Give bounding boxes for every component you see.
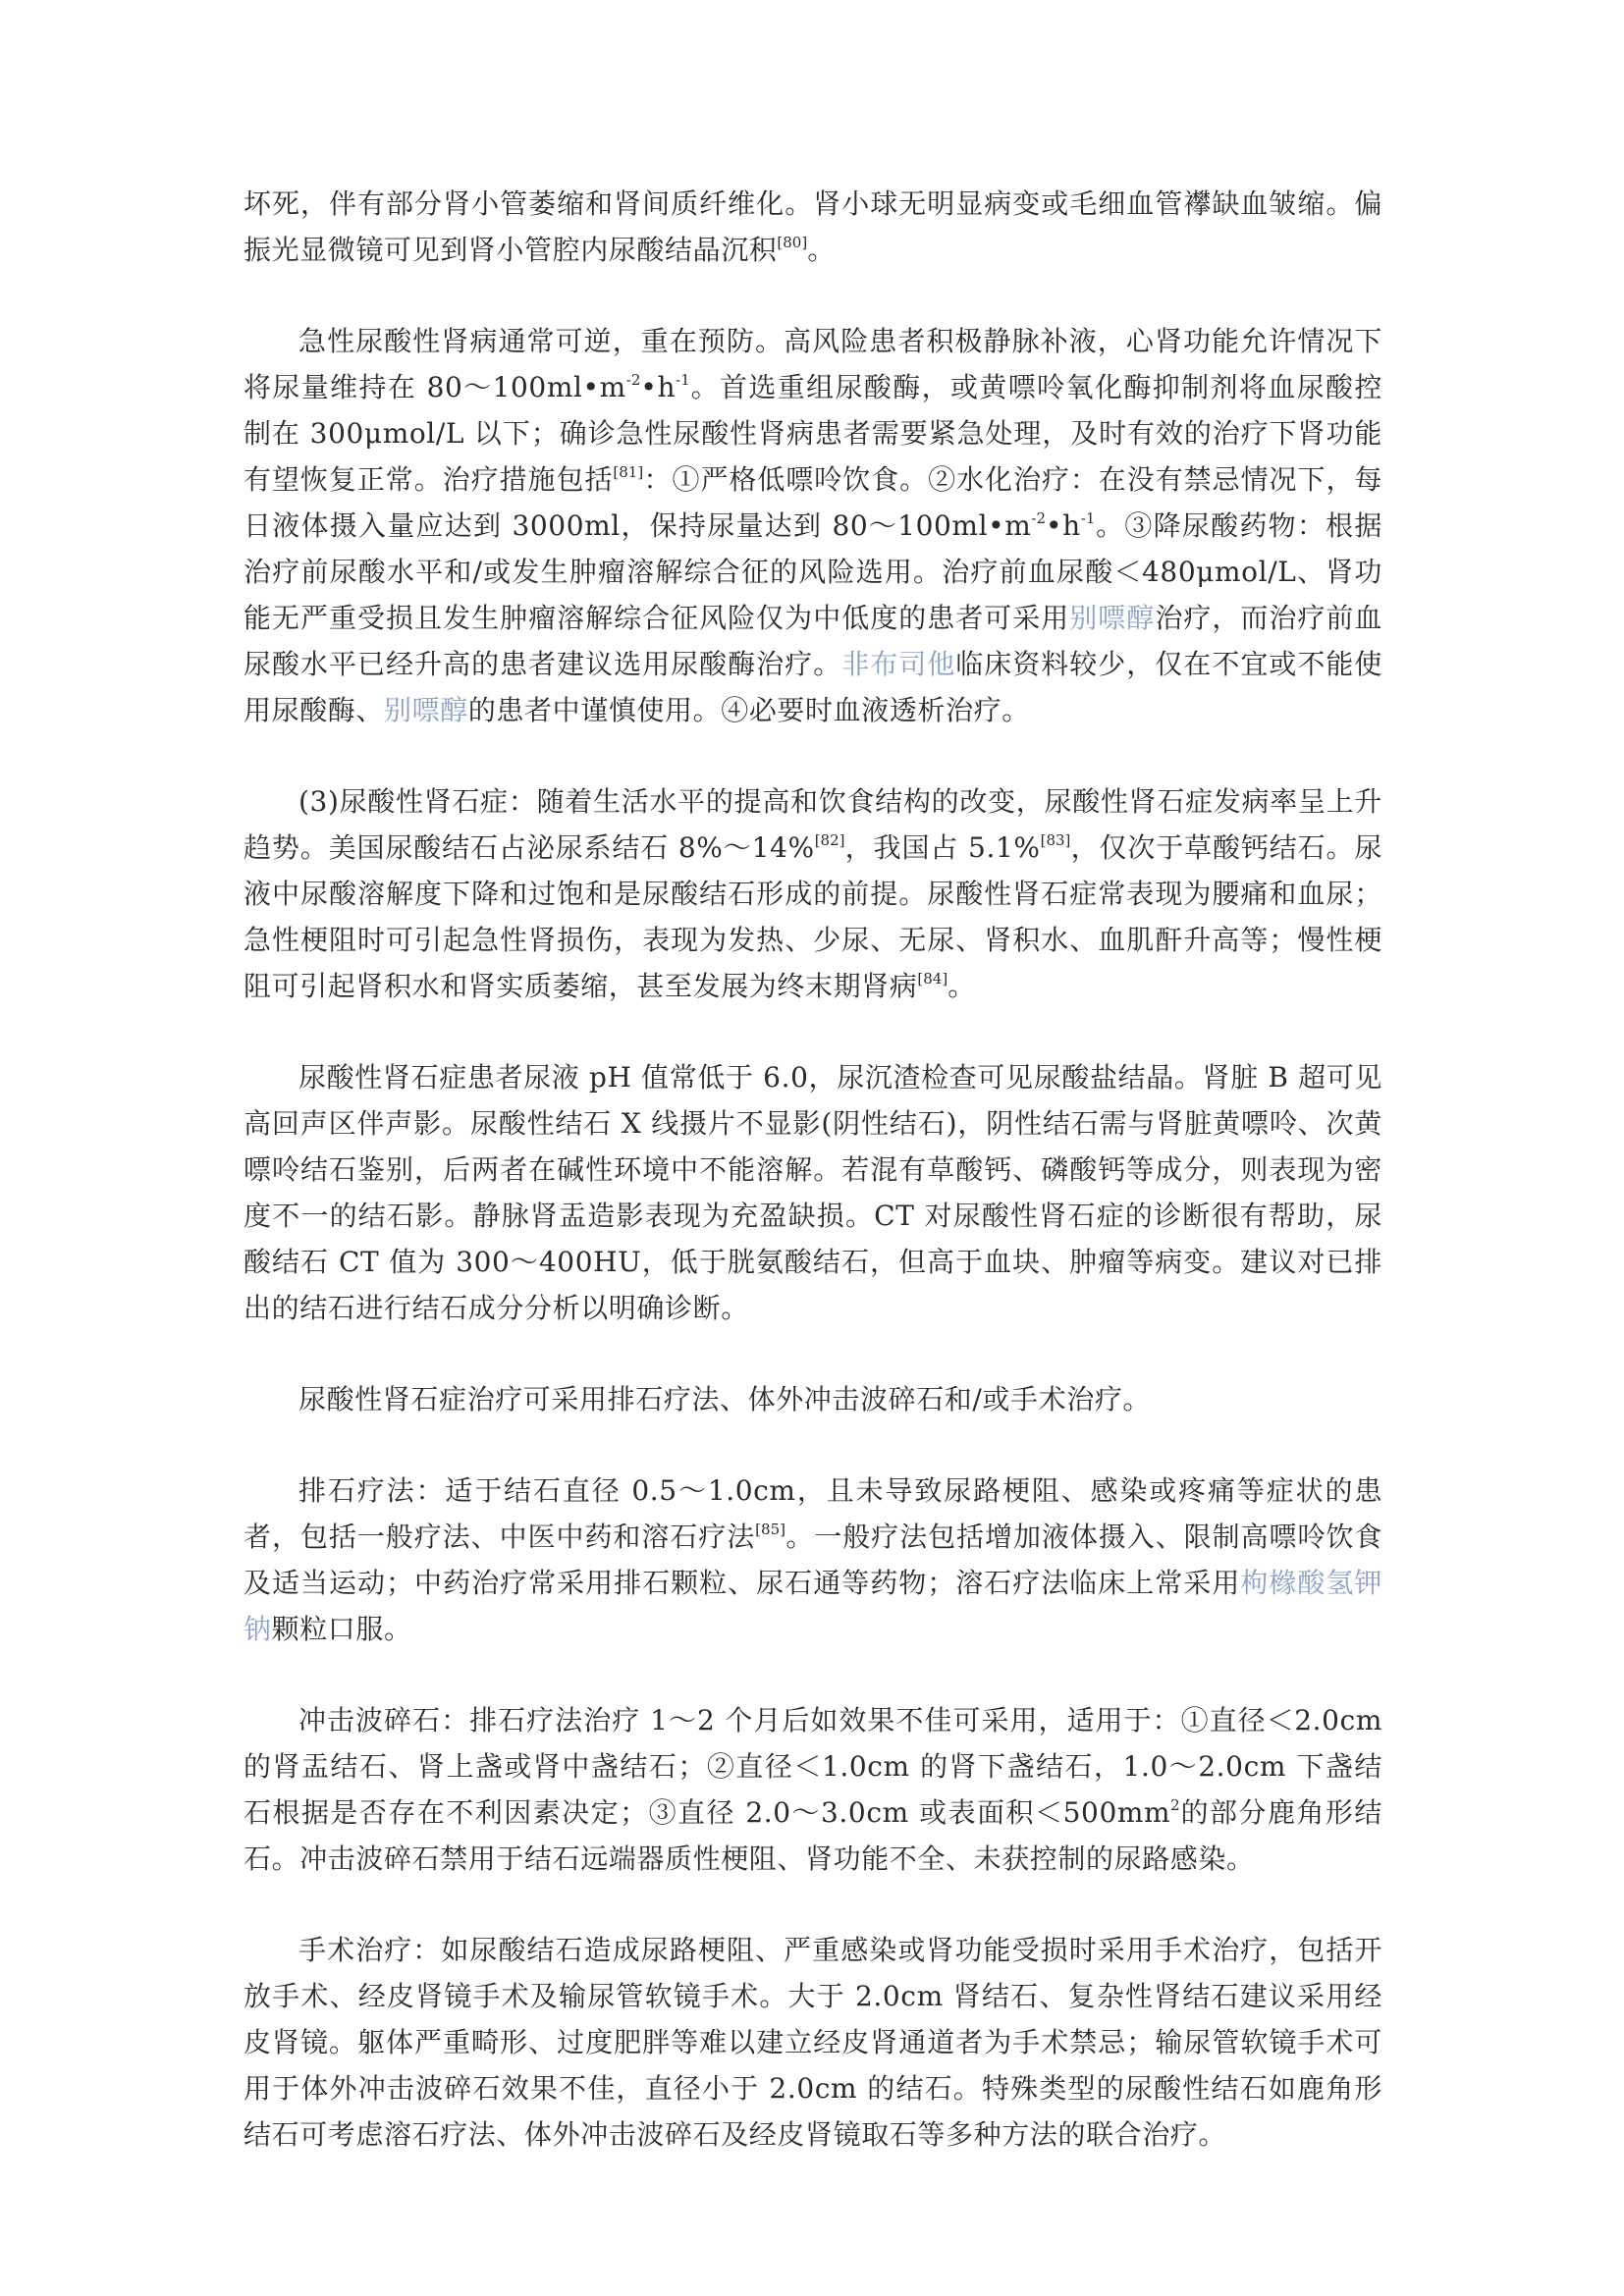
paragraph-text: 的部分鹿角形结石。冲击波碎石禁用于结石远端器质性梗阻、肾功能不全、未获控制的尿路感染。: [244, 1796, 1382, 1875]
paragraph-text: 。一般疗法包括增加液体摄入、限制高嘌呤饮食及适当运动；中药治疗常采用排石颗粒、尿石通等药物；溶石疗法临床上常采用: [244, 1521, 1382, 1599]
document-page: [244, 181, 1382, 2203]
citation-superscript: -2: [1031, 509, 1047, 527]
paragraph-text: 尿酸性肾石症患者尿液 pH 值常低于 6.0，尿沉渣检查可见尿酸盐结晶。肾脏 B 超可见高回声区伴声影。尿酸性结石 X 线摄片不显影(阴性结石)，阴性结石需与肾脏黄嘌呤、次黄嘌呤结石鉴别，后两者在碱性环境中不能溶解。若混有草酸钙、磷酸钙等成分，则表现为密度不一的结石影。静脉肾盂造影表现为充盈缺损。CT 对尿酸性肾石症的诊断很有帮助，尿酸结石 CT 值为 300～400HU，低于胱氨酸结石，但高于血块、肿瘤等病变。建议对已排出的结石进行结石成分分析以明确诊断。: [244, 1061, 1382, 1324]
citation-superscript: 2: [1170, 1796, 1180, 1814]
paragraph-text: 的患者中谨慎使用。④必要时血液透析治疗。: [467, 694, 1030, 726]
paragraph-text: 排石疗法：适于结石直径 0.5～1.0cm，且未导致尿路梗阻、感染或疼痛等症状的患者，包括一般疗法、中医中药和溶石疗法: [244, 1474, 1382, 1553]
paragraph-text: 。: [807, 234, 836, 266]
paragraph-text: ，仅次于草酸钙结石。尿液中尿酸溶解度下降和过饱和是尿酸结石形成的前提。尿酸性肾石症常表现为腰痛和血尿；急性梗阻时可引起急性肾损伤，表现为发热、少尿、无尿、肾积水、血肌酐升高等；慢性梗阻可引起肾积水和肾实质萎缩，甚至发展为终末期肾病: [244, 831, 1383, 1002]
paragraph-text: •h: [640, 371, 677, 403]
paragraph-text: ：①严格低嘌呤饮食。②水化治疗：在没有禁忌情况下，每日液体摄入量应达到 3000ml，保持尿量达到 80～100ml•m: [244, 463, 1382, 542]
body-paragraph: [244, 1697, 1382, 1882]
paragraph-text: (3)尿酸性肾石症：随着生活水平的提高和饮食结构的改变，尿酸性肾石症发病率呈上升趋势。美国尿酸结石占泌尿系结石 8%～14%: [244, 785, 1382, 864]
paragraph-text: 手术治疗：如尿酸结石造成尿路梗阻、严重感染或肾功能受损时采用手术治疗，包括开放手术、经皮肾镜手术及输尿管软镜手术。大于 2.0cm 肾结石、复杂性肾结石建议采用经皮肾镜。躯体严重畸形、过度肥胖等难以建立经皮肾通道者为手术禁忌；输尿管软镜手术可用于体外冲击波碎石效果不佳，直径小于 2.0cm 的结石。特殊类型的尿酸性结石如鹿角形结石可考虑溶石疗法、体外冲击波碎石及经皮肾镜取石等多种方法的联合治疗。: [244, 1934, 1382, 2151]
paragraph-text: 。首选重组尿酸酶，或黄嘌呤氧化酶抑制剂将血尿酸控制在 300μmol/L 以下；确诊急性尿酸性肾病患者需要紧急处理，及时有效的治疗下肾功能有望恢复正常。治疗措施包括: [244, 371, 1382, 496]
citation-superscript: -1: [1080, 509, 1096, 527]
drug-name-link[interactable]: 别嘌醇: [1069, 602, 1156, 634]
body-paragraph: [244, 1468, 1382, 1652]
citation-superscript: [83]: [1040, 831, 1071, 849]
paragraph-text: 临床资料较少，仅在不宜或不能使用尿酸酶、: [244, 648, 1382, 726]
citation-superscript: -2: [625, 371, 641, 389]
paragraph-text: •h: [1046, 509, 1081, 542]
paragraph-text: 。③降尿酸药物：根据治疗前尿酸水平和/或发生肿瘤溶解综合征的风险选用。治疗前血尿酸＜480μmol/L、肾功能无严重受损且发生肿瘤溶解综合征风险仅为中低度的患者可采用: [244, 509, 1382, 634]
paragraph-text: 。: [947, 970, 976, 1002]
drug-name-link[interactable]: 枸橼酸氢钾钠: [244, 1567, 1382, 1645]
paragraph-text: 急性尿酸性肾病通常可逆，重在预防。高风险患者积极静脉补液，心肾功能允许情况下将尿量维持在 80～100ml•m: [244, 325, 1382, 403]
body-paragraph: [244, 318, 1382, 733]
paragraph-text: 治疗，而治疗前血尿酸水平已经升高的患者建议选用尿酸酶治疗。: [244, 602, 1382, 680]
citation-superscript: [81]: [613, 463, 644, 481]
paragraph-text: 冲击波碎石：排石疗法治疗 1～2 个月后如效果不佳可采用，适用于：①直径＜2.0cm 的肾盂结石、肾上盏或肾中盏结石；②直径＜1.0cm 的肾下盏结石，1.0～2.0cm 下盏结石根据是否存在不利因素决定；③直径 2.0～3.0cm 或表面积＜500mm: [244, 1704, 1382, 1829]
paragraph-text: 尿酸性肾石症治疗可采用排石疗法、体外冲击波碎石和/或手术治疗。: [298, 1383, 1152, 1415]
paragraph-text: 颗粒口服。: [271, 1613, 412, 1645]
citation-superscript: [82]: [814, 831, 845, 849]
citation-superscript: [80]: [777, 234, 808, 251]
body-paragraph: [244, 181, 1382, 273]
citation-superscript: [85]: [755, 1521, 785, 1538]
paragraph-text: ，我国占 5.1%: [844, 831, 1041, 864]
body-paragraph: [244, 778, 1382, 1009]
body-paragraph: [244, 1054, 1382, 1331]
paragraph-text: 坏死，伴有部分肾小管萎缩和肾间质纤维化。肾小球无明显病变或毛细血管襻缺血皱缩。偏振光显微镜可见到肾小管腔内尿酸结晶沉积: [244, 187, 1382, 266]
citation-superscript: [84]: [917, 970, 948, 988]
drug-name-link[interactable]: 非布司他: [841, 648, 956, 680]
body-paragraph: [244, 1927, 1382, 2158]
citation-superscript: -1: [676, 371, 690, 389]
drug-name-link[interactable]: 别嘌醇: [384, 694, 468, 726]
body-paragraph: [244, 1376, 1382, 1422]
